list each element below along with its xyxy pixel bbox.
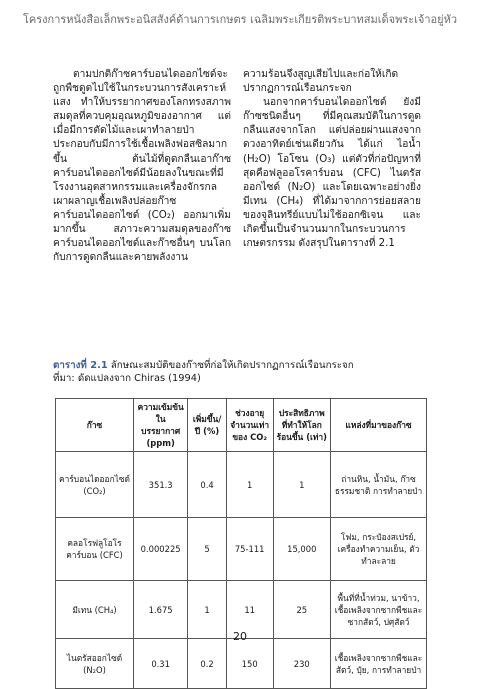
header-gas: ก๊าซ <box>56 399 134 452</box>
cell-gas: คาร์บอนไดออกไซด์ (CO₂) <box>56 452 134 518</box>
cell-concentration: 0.000225 <box>134 518 188 581</box>
cell-gas: มีเทน (CH₄) <box>56 581 134 639</box>
cell-increase: 1 <box>188 581 227 639</box>
table-source: ที่มา: ดัดแปลงจาก Chiras (1994) <box>53 373 201 384</box>
cell-concentration: 0.31 <box>134 639 188 689</box>
cell-warming: 25 <box>273 581 331 639</box>
cell-lifetime: 75-111 <box>226 518 273 581</box>
table-number: ตารางที่ 2.1 <box>53 360 108 371</box>
paragraph: นอกจากคาร์บอนไดออกไซด์ ยังมีก๊าซชนิดอื่นๆ ที่มีคุณสมบัติในการดูดกลืนแสงจากโลก แต่ปล่อยผ่านแสงจากดวงอาทิตย์เช่นเดียวกัน ได้แก่ ไอน้ำ (H₂O) โอโซน (O₃) แต่ตัวที่ก่อปัญหาที่สุดคือฟลูออโรคาร์บอน (CFC) ไนตรัสออกไซด์ (N₂O) และโดยเฉพาะอย่างยิ่งมีเทน (CH₄) ที่ได้มาจากการย่อยสลายของจุลินทรีย์แบบไม่ใช้ออกซิเจน และเกิดขึ้นเป็นจำนวนมากในกระบวนการเกษตรกรรม ดังสรุปในตารางที่ 2.1 <box>243 97 421 250</box>
cell-lifetime: 11 <box>226 581 273 639</box>
cell-source: พื้นที่ที่น้ำท่วม, นาข้าว, เชื้อเพลิงจากซากพืชและซากสัตว์, ปศุสัตว์ <box>331 581 427 639</box>
cell-increase: 5 <box>188 518 227 581</box>
cell-source: เชื้อเพลิงจากซากพืชและสัตว์, ปุ๋ย, การทำลายป่า <box>331 639 427 689</box>
paragraph: ความร้อนจึงสูญเสียไปและก่อให้เกิดปรากฏการณ์เรือนกระจก <box>243 69 399 95</box>
header-lifetime: ช่วงอายุจำนวนเท่าของ CO₂ <box>226 399 273 452</box>
table-caption <box>53 359 433 385</box>
table-header-row <box>56 399 427 452</box>
table-row <box>56 518 427 581</box>
greenhouse-gas-table <box>55 398 427 689</box>
cell-increase: 0.2 <box>188 639 227 689</box>
header-warming: ประสิทธิภาพที่ทำให้โลกร้อนขึ้น (เท่า) <box>273 399 331 452</box>
table-title: ลักษณะสมบัติของก๊าซที่ก่อให้เกิดปรากฏการณ์เรือนกระจก <box>110 360 354 371</box>
cell-concentration: 351.3 <box>134 452 188 518</box>
running-header: โครงการหนังสือเล็กพระอนิสสังค์ด้านการเกษตร เฉลิมพระเกียรติพระบาทสมเด็จพระเจ้าอยู่หัว <box>22 13 458 26</box>
header-source: แหล่งที่มาของก๊าซ <box>331 399 427 452</box>
cell-lifetime: 150 <box>226 639 273 689</box>
page-number: 20 <box>233 630 247 643</box>
header-increase: เพิ่มขึ้น/ปี (%) <box>188 399 227 452</box>
right-column <box>243 68 421 251</box>
table-row <box>56 639 427 689</box>
cell-warming: 15,000 <box>273 518 331 581</box>
cell-warming: 1 <box>273 452 331 518</box>
left-column <box>53 68 231 265</box>
cell-gas: ไนตรัสออกไซด์ (N₂O) <box>56 639 134 689</box>
paragraph: ตามปกติก๊าซคาร์บอนไดออกไซด์จะถูกพืชดูดไปใช้ในกระบวนการสังเคราะห์แสง ทำให้บรรยากาศของโลกทรงสภาพสมดุลที่ควบคุมอุณหภูมิของอากาศ แต่เมื่อมีการตัดไม้และเผาทำลายป่า ประกอบกับมีการใช้เชื้อเพลิงฟอสซิลมากขึ้น ต้นไม้ที่ดูดกลืนเอาก๊าซคาร์บอนไดออกไซด์มีน้อยลงในขณะที่มีโรงงานอุตสาหกรรมและเครื่องจักรกลเผาผลาญเชื้อเพลิงปล่อยก๊าซคาร์บอนไดออกไซด์ (CO₂) ออกมาเพิ่มมากขึ้น สภาวะความสมดุลของก๊าซคาร์บอนไดออกไซด์และก๊าซอื่นๆ บนโลกกับการดูดกลืนและคายพลังงาน <box>53 69 231 264</box>
cell-concentration: 1.675 <box>134 581 188 639</box>
cell-source: โฟม, กระป๋องสเปรย์, เครื่องทำความเย็น, ตัวทำละลาย <box>331 518 427 581</box>
cell-lifetime: 1 <box>226 452 273 518</box>
cell-warming: 230 <box>273 639 331 689</box>
cell-source: ถ่านหิน, น้ำมัน, ก๊าซธรรมชาติ การทำลายป่า <box>331 452 427 518</box>
header-concentration: ความเข้มข้นในบรรยากาศ (ppm) <box>134 399 188 452</box>
cell-increase: 0.4 <box>188 452 227 518</box>
cell-gas: คลอโรฟลูโอโรคาร์บอน (CFC) <box>56 518 134 581</box>
table-row <box>56 452 427 518</box>
